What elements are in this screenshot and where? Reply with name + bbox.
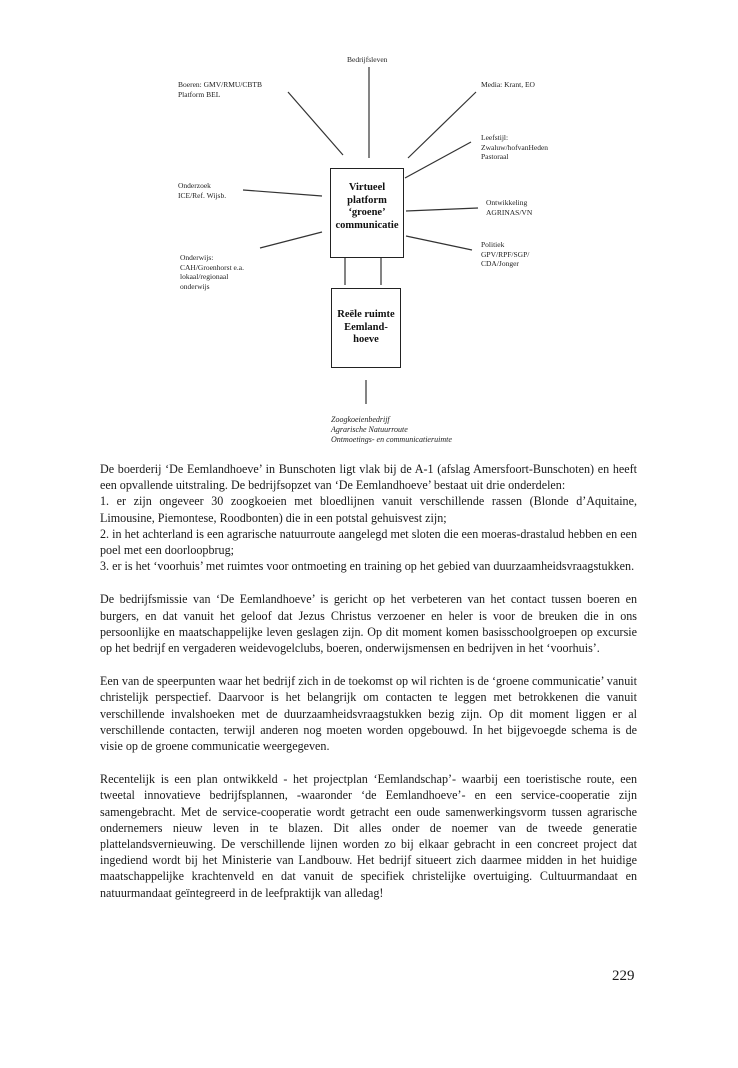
line-leefstijl	[405, 142, 471, 178]
output-list: Zoogkoeienbedrijf Agrarische Natuurroute Ontmoetings- en communicatieruimte	[331, 415, 452, 444]
virtual-platform-box: Virtueel platform ‘groene’ communicatie	[330, 168, 404, 258]
communication-diagram	[0, 0, 738, 460]
label-onderwijs: Onderwijs: CAH/Groenhorst e.a. lokaal/regionaal onderwijs	[180, 253, 244, 291]
paragraph-green-communication: Een van de speerpunten waar het bedrijf zich in de toekomst op wil richten is de ‘groene communicatie’ vanuit christelijk perspectief. Daarvoor is het belangrijk om contacten te leggen met betrokkenen die vanuit verschillende invalshoeken met de duurzaamheidsvraagstukken bezig zijn. Op dit moment liggen er al verschillende contacten, terwijl anderen nog moeten worden opgebouwd. In het bijgevoegde schema is de visie op de groene communicatie weergegeven.	[100, 674, 637, 754]
paragraph-mission: De bedrijfsmissie van ‘De Eemlandhoeve’ is gericht op het verbeteren van het contact tussen boeren en burgers, en dat vanuit het geloof dat Jezus Christus verzoener en heler is voor de breuken die in ons persoonlijke en maatschappelijke leven geslagen zijn. Op dit moment komen basisschoolgroepen op excursie op het bedrijf en vergaderen weidevogelclubs, boeren, onderwijsmensen en bedrijven in het ‘voorhuis’.	[100, 592, 637, 656]
label-boeren: Boeren: GMV/RMU/CBTB Platform BEL	[178, 80, 262, 99]
paragraph-intro: De boerderij ‘De Eemlandhoeve’ in Bunschoten ligt vlak bij de A-1 (afslag Amersfoort-Bunschoten) en heeft een opvallende uitstraling. De bedrijfsopzet van ‘De Eemlandhoeve’ bestaat uit drie onderdelen: 1. er zijn ongeveer 30 zoogkoeien met bloedlijnen vanuit verschillende rassen (Blonde d’Aquitaine, Limousine, Piemontese, Roodbonten) die in een potstal gehuisvest zijn; 2. in het achterland is een agrarische natuurroute aangelegd met sloten die een moeras-drastalud hebben en een poel met een doorloopbrug; 3. er is het ‘voorhuis’ met ruimtes voor ontmoeting en training op het gebied van duurzaamheidsvraagstukken.	[100, 462, 637, 574]
label-ontwikkeling: Ontwikkeling AGRINAS/VN	[486, 198, 533, 217]
body-text	[100, 461, 637, 918]
label-onderzoek: Onderzoek ICE/Ref. Wijsb.	[178, 181, 227, 200]
line-politiek	[406, 236, 472, 250]
label-politiek: Politiek GPV/RPF/SGP/ CDA/Jonger	[481, 240, 530, 268]
label-leefstijl: Leefstijl: Zwaluw/hofvanHeden Pastoraal	[481, 133, 549, 161]
line-onderwijs	[260, 232, 322, 248]
label-media: Media: Krant, EO	[481, 80, 535, 89]
line-boeren	[288, 92, 343, 155]
paragraph-project-plan: Recentelijk is een plan ontwikkeld - het projectplan ‘Eemlandschap’- waarbij een toeristische route, een tweetal innovatieve bedrijfsplannen, -waaronder ‘de Eemlandhoeve’- en een service-cooperatie zijn samengebracht. Met de service-cooperatie wordt getracht een oude samenwerkingsvorm tussen agrarische ondernemers nieuw leven in te blazen. Dit alles onder de noemer van de tweede generatie plattelandsvernieuwing. De verschillende lijnen worden zo bij elkaar gebracht in een concreet project dat ingediend wordt bij het Ministerie van Landbouw. Het bedrijf situeert zich daarmee midden in het huidige maatschappelijke krachtenveld en dat vanuit de specifiek christelijke overtuiging. Cultuurmandaat en natuurmandaat geïntegreerd in de leefpraktijk van alledag!	[100, 772, 637, 900]
real-space-box: Reële ruimte Eemland- hoeve	[331, 288, 401, 368]
label-bedrijfsleven: Bedrijfsleven	[347, 55, 388, 64]
line-ontwikkeling	[406, 208, 478, 211]
line-media	[408, 92, 476, 158]
page-number: 229	[612, 968, 635, 984]
line-onderzoek	[243, 190, 322, 196]
